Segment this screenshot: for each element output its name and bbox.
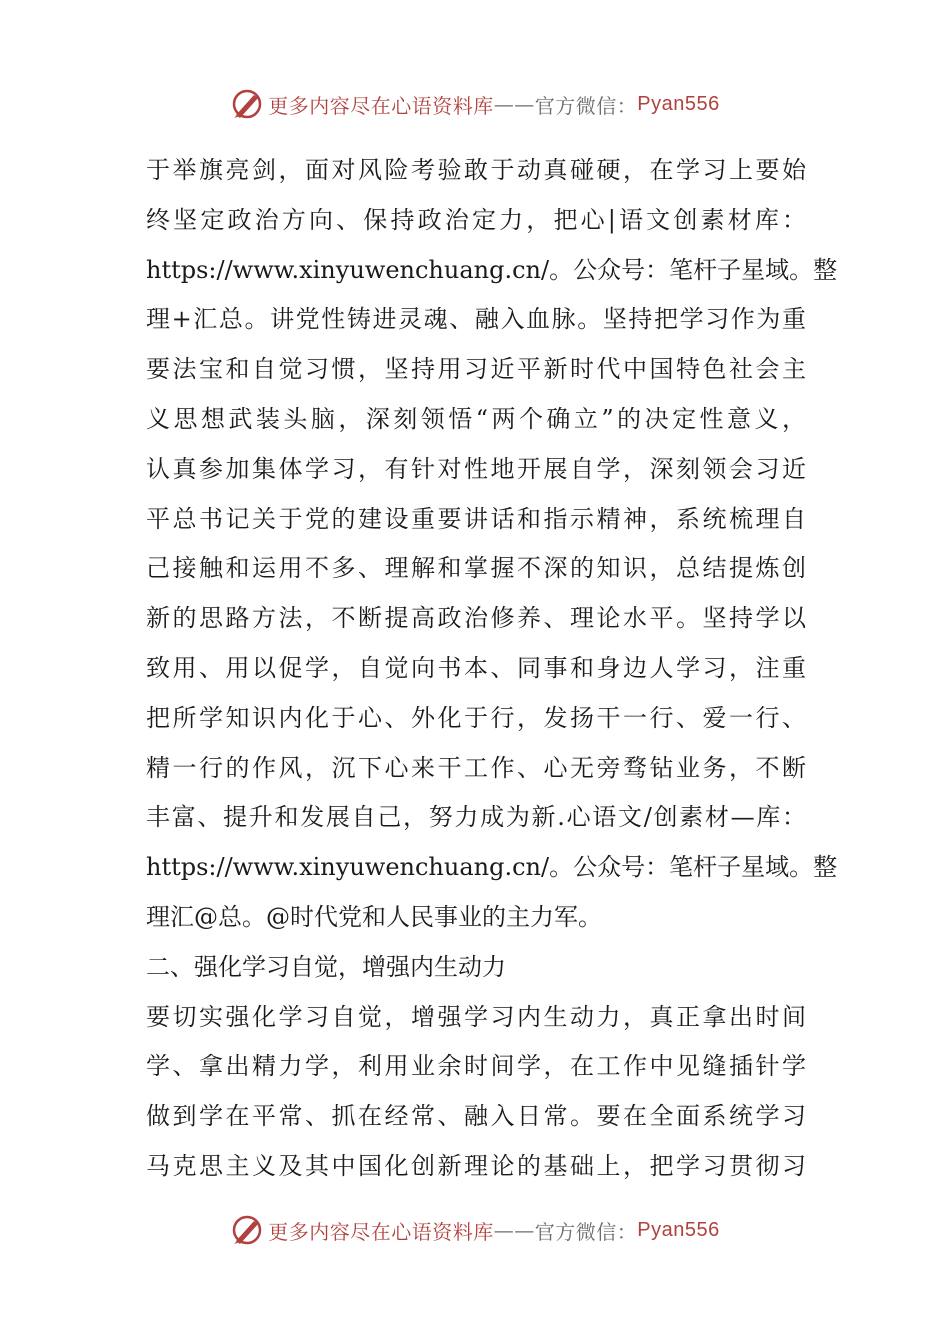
banner-dash: —— xyxy=(493,92,535,116)
banner-dash: —— xyxy=(493,1218,535,1242)
section-heading xyxy=(146,943,806,993)
text-line: 理+汇总。讲党性铸进灵魂、融入血脉。坚持把学习作为重 xyxy=(146,305,806,334)
text-line: https://www.xinyuwenchuang.cn/。公众号：笔杆子星域。整 xyxy=(146,853,838,882)
banner-sub-text: 官方微信： xyxy=(534,1219,638,1244)
text-line: https://www.xinyuwenchuang.cn/。公众号：笔杆子星域。整 xyxy=(146,255,838,284)
text-line: 理汇@总。@时代党和人民事业的主力军。 xyxy=(146,902,602,931)
text-line: 丰富、提升和发展自己，努力成为新.心语文/创素材—库： xyxy=(146,803,806,832)
text-line: 马克思主义及其中国化创新理论的基础上，把学习贯彻习 xyxy=(146,1151,806,1180)
footer-banner xyxy=(0,1210,950,1250)
banner-main-text: 更多内容尽在心语资料库 xyxy=(268,93,494,118)
paragraph-1 xyxy=(146,146,838,943)
text-line: 要切实强化学习自觉，增强学习内生动力，真正拿出时间 xyxy=(146,1002,806,1031)
text-line: 平总书记关于党的建设重要讲话和指示精神，系统梳理自 xyxy=(146,504,806,533)
text-line: 要法宝和自觉习惯，坚持用习近平新时代中国特色社会主 xyxy=(146,355,806,384)
text-line: 做到学在平常、抓在经常、融入日常。要在全面系统学习 xyxy=(146,1102,806,1131)
text-line: 致用、用以促学，自觉向书本、同事和身边人学习，注重 xyxy=(146,653,806,682)
text-line: 己接触和运用不多、理解和掌握不深的知识，总结提炼创 xyxy=(146,554,806,583)
banner-wechat-id: Pyan556 xyxy=(637,1218,720,1241)
banner-wechat-id: Pyan556 xyxy=(637,92,720,115)
text-line: 认真参加集体学习，有针对性地开展自学，深刻领会习近 xyxy=(146,454,806,483)
text-line: 新的思路方法，不断提高政治修养、理论水平。坚持学以 xyxy=(146,604,806,633)
paragraph-2 xyxy=(146,993,806,1192)
pen-logo-icon xyxy=(230,87,264,121)
banner-sub-text: 官方微信： xyxy=(534,93,638,118)
heading-text: 二、强化学习自觉，增强内生动力 xyxy=(146,952,506,981)
banner-main-text: 更多内容尽在心语资料库 xyxy=(268,1219,494,1244)
header-banner xyxy=(0,84,950,124)
text-line: 把所学知识内化于心、外化于行，发扬干一行、爱一行、 xyxy=(146,703,806,732)
text-line: 精一行的作风，沉下心来干工作、心无旁骛钻业务，不断 xyxy=(146,753,806,782)
text-line: 学、拿出精力学，利用业余时间学，在工作中见缝插针学 xyxy=(146,1052,806,1081)
text-line: 于举旗亮剑，面对风险考验敢于动真碰硬，在学习上要始 xyxy=(146,156,806,184)
text-line: 终坚定政治方向、保持政治定力，把心|语文创素材库： xyxy=(146,205,806,234)
document-body xyxy=(146,146,838,1192)
text-line: 义思想武装头脑，深刻领悟“两个确立”的决定性意义， xyxy=(146,404,806,433)
pen-logo-icon xyxy=(230,1213,264,1247)
